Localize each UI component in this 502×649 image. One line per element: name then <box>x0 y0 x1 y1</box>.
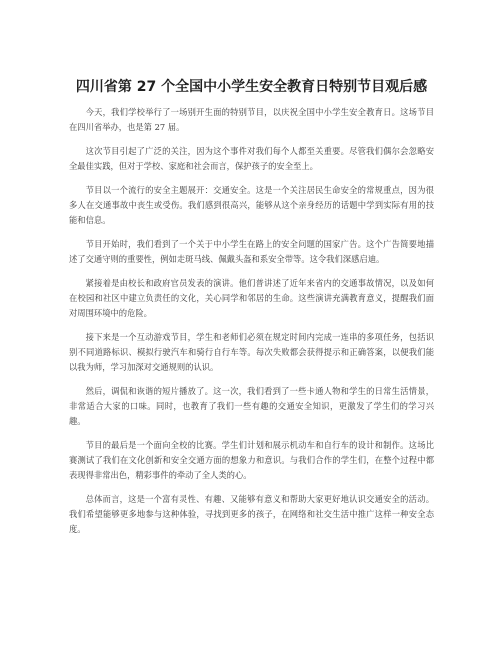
paragraph-6: 接下来是一个互动游戏节目，学生和老师们必须在规定时间内完成一连串的多项任务，包括识别不同道路标识、模拟行驶汽车和骑行自行车等。每次失败都会获得提示和正确答案，以便我们能以我为师，学习加深对交通规则的认识。 <box>69 332 434 372</box>
paragraph-1: 今天，我们学校举行了一场别开生面的特别节目，以庆祝全国中小学生安全教育日。这场节目在四川省举办，也是第 27 届。 <box>69 107 434 132</box>
paragraph-9: 总体而言，这是一个富有灵性、有趣、又能够有意义和帮助大家更好地认识交通安全的活动。我们希望能够更多地参与这种体验，寻找到更多的孩子，在网络和社交生活中推广这样一种安全态度。 <box>69 494 434 534</box>
document-title: 四川省第 27 个全国中小学生安全教育日特别节目观后感 <box>75 79 428 95</box>
paragraph-4: 节目开始时，我们看到了一个关于中小学生在路上的安全问题的国家广告。这个广告简要地描述了交通守则的重要性，例如走斑马线、佩戴头盔和系安全带等。这令我们深感启迪。 <box>69 239 434 264</box>
paragraph-3: 节目以一个流行的安全主题展开：交通安全。这是一个关注居民生命安全的常规重点，因为很多人在交通事故中丧生或受伤。我们感到很高兴，能够从这个亲身经历的话题中学到实际有用的技能和信息。 <box>69 185 434 225</box>
paragraph-5: 紧接着是由校长和政府官员发表的演讲。他们普讲述了近年来省内的交通事故情况，以及如何在校园和社区中建立负责任的文化，关心同学和邻居的生命。这些演讲充满教育意义，提醒我们面对周围环境中的危险。 <box>69 278 434 318</box>
paragraph-2: 这次节目引起了广泛的关注，因为这个事件对我们每个人都至关重要。尽管我们偶尔会忽略安全最佳实践，但对于学校、家庭和社会而言，保护孩子的安全至上。 <box>69 146 434 171</box>
paragraph-8: 节目的最后是一个面向全校的比赛。学生们计划和展示机动车和自行车的设计和制作。这场比赛测试了我们在文化创新和安全交通方面的想象力和意识。与我们合作的学生们，在整个过程中都表现得非常出色，精彩事件的牵动了全人类的心。 <box>69 440 434 480</box>
paragraph-7: 然后，调侃和诙谐的短片播放了。这一次，我们看到了一些卡通人物和学生的日常生活情景，非常适合大家的口味。同时，也教育了我们一些有趣的交通安全知识，更激发了学生们的学习兴趣。 <box>69 386 434 426</box>
